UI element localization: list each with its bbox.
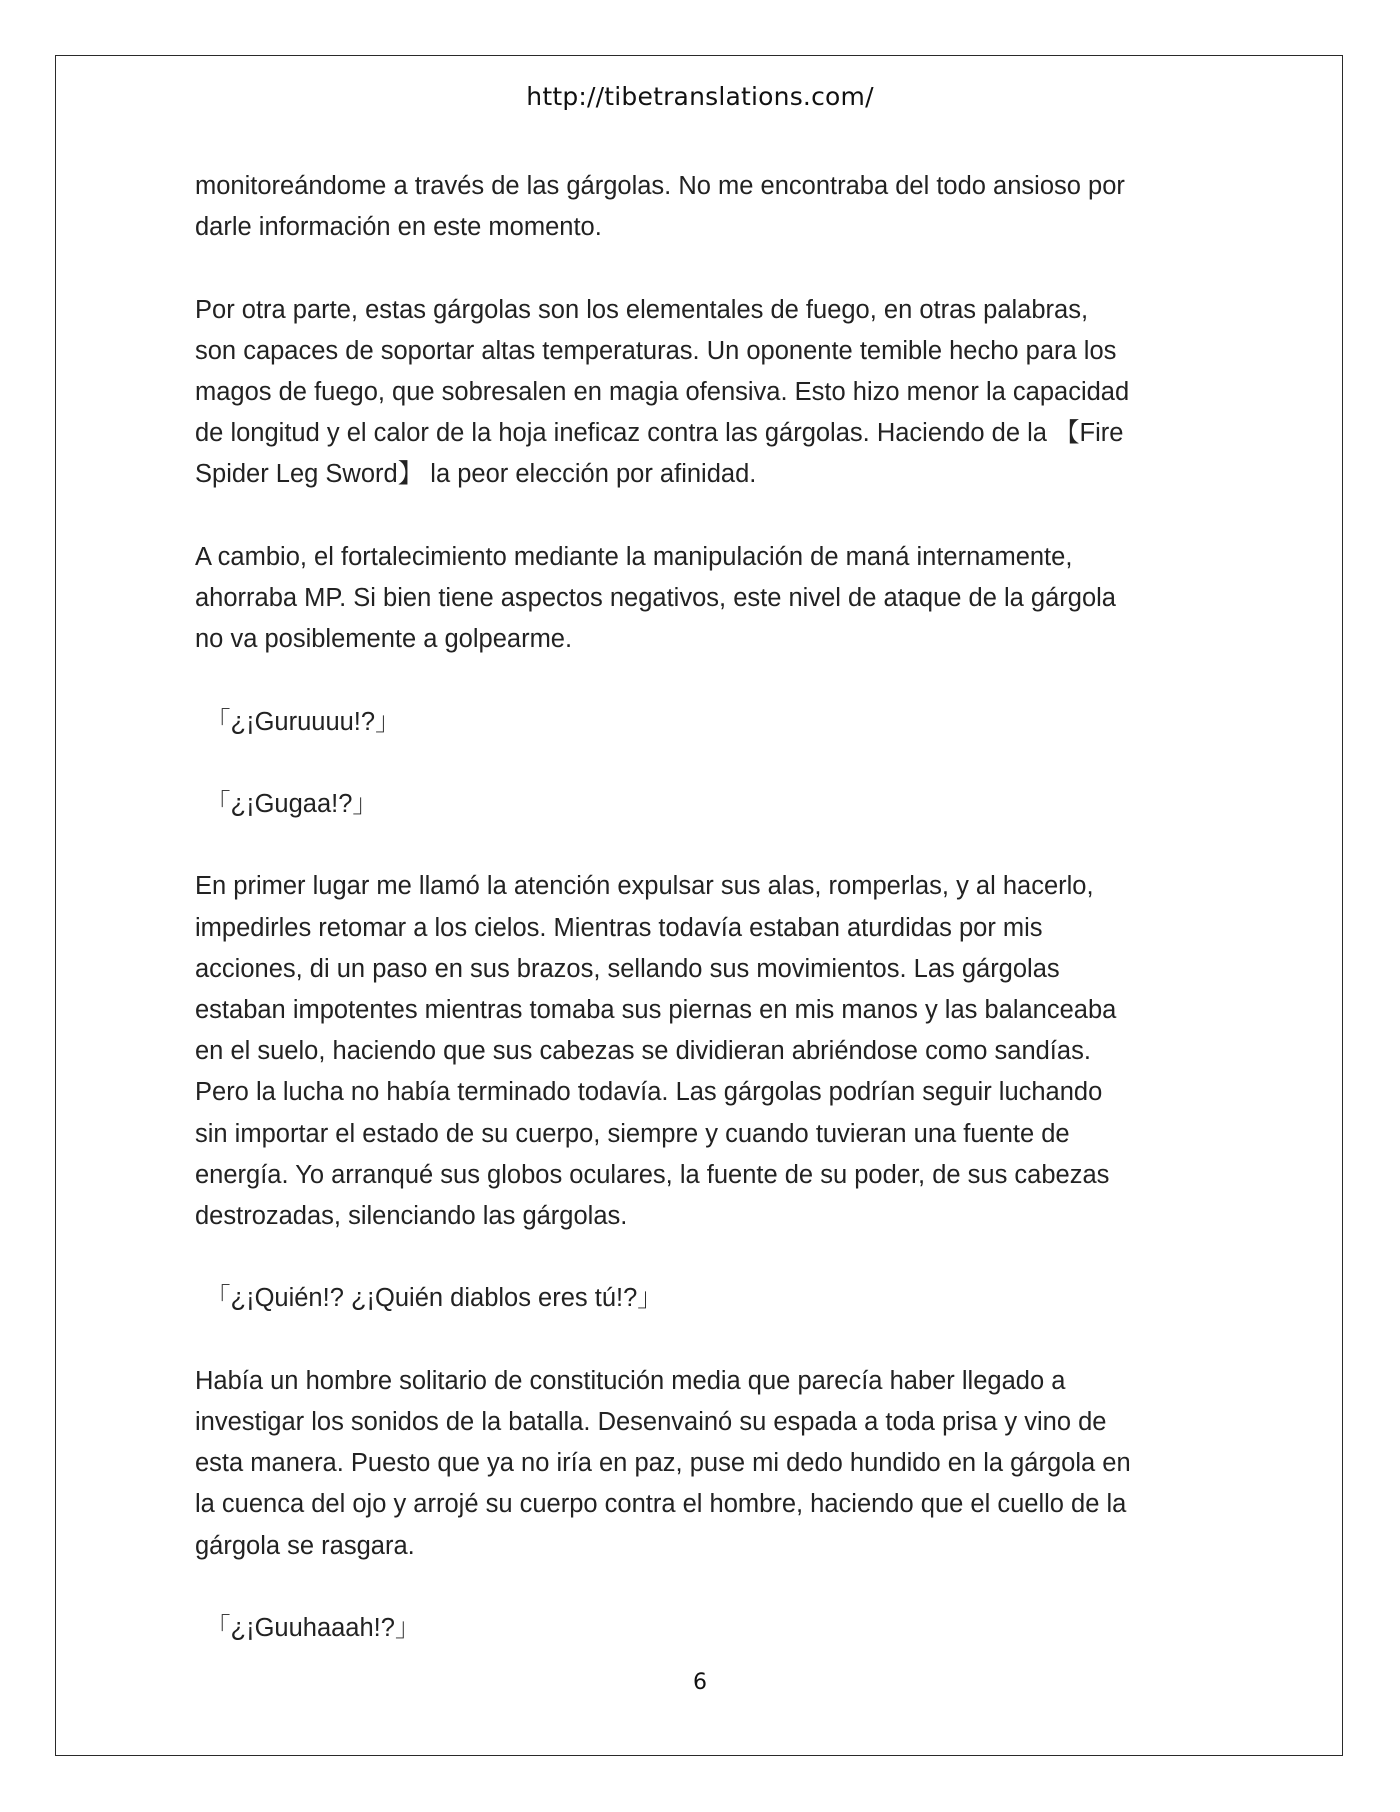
dialog-line: 「¿¡Guruuuu!?」 bbox=[205, 707, 401, 736]
paragraph: monitoreándome a través de las gárgolas. No me encontraba del todo ansioso por darle información en este momento. bbox=[195, 172, 1125, 242]
page-number: 6 bbox=[693, 1670, 707, 1695]
dialog-line: 「¿¡Guuhaaah!?」 bbox=[205, 1613, 421, 1642]
body-text bbox=[195, 166, 1215, 1690]
dialog-line: 「¿¡Quién!? ¿¡Quién diablos eres tú!?」 bbox=[205, 1284, 663, 1313]
paragraph: Por otra parte, estas gárgolas son los elementales de fuego, en otras palabras, son capaces de soportar altas temperaturas. Un oponente temible hecho para los magos de fuego, que sobresalen en magia ofensiva. Esto hizo menor la capacidad de longitud y el calor de la hoja ineficaz contra las gárgolas. Haciendo de la 【Fire Spider Leg Sword】 la peor elección por afinidad. bbox=[195, 295, 1130, 489]
paragraph: A cambio, el fortalecimiento mediante la manipulación de maná internamente, ahorraba MP. Si bien tiene aspectos negativos, este nivel de ataque de la gárgola no va posiblemente a golpearme. bbox=[195, 542, 1116, 654]
paragraph: Había un hombre solitario de constitución media que parecía haber llegado a investigar los sonidos de la batalla. Desenvainó su espada a toda prisa y vino de esta manera. Puesto que ya no iría en paz, puse mi dedo hundido en la gárgola en la cuenca del ojo y arrojé su cuerpo contra el hombre, haciendo que el cuello de la gárgola se rasgara. bbox=[195, 1366, 1131, 1560]
dialog-line: 「¿¡Gugaa!?」 bbox=[205, 789, 378, 818]
paragraph: En primer lugar me llamó la atención expulsar sus alas, romperlas, y al hacerlo, impedirles retomar a los cielos. Mientras todavía estaban aturdidas por mis acciones, di un paso en sus brazos, sellando sus movimientos. Las gárgolas estaban impotentes mientras tomaba sus piernas en mis manos y las balanceaba en el suelo, haciendo que sus cabezas se dividieran abriéndose como sandías. Pero la lucha no había terminado todavía. Las gárgolas podrían seguir luchando sin importar el estado de su cuerpo, siempre y cuando tuvieran una fuente de energía. Yo arranqué sus globos oculares, la fuente de su poder, de sus cabezas destrozadas, silenciando las gárgolas. bbox=[195, 872, 1117, 1230]
header-url: http://tibetranslations.com/ bbox=[526, 82, 874, 111]
